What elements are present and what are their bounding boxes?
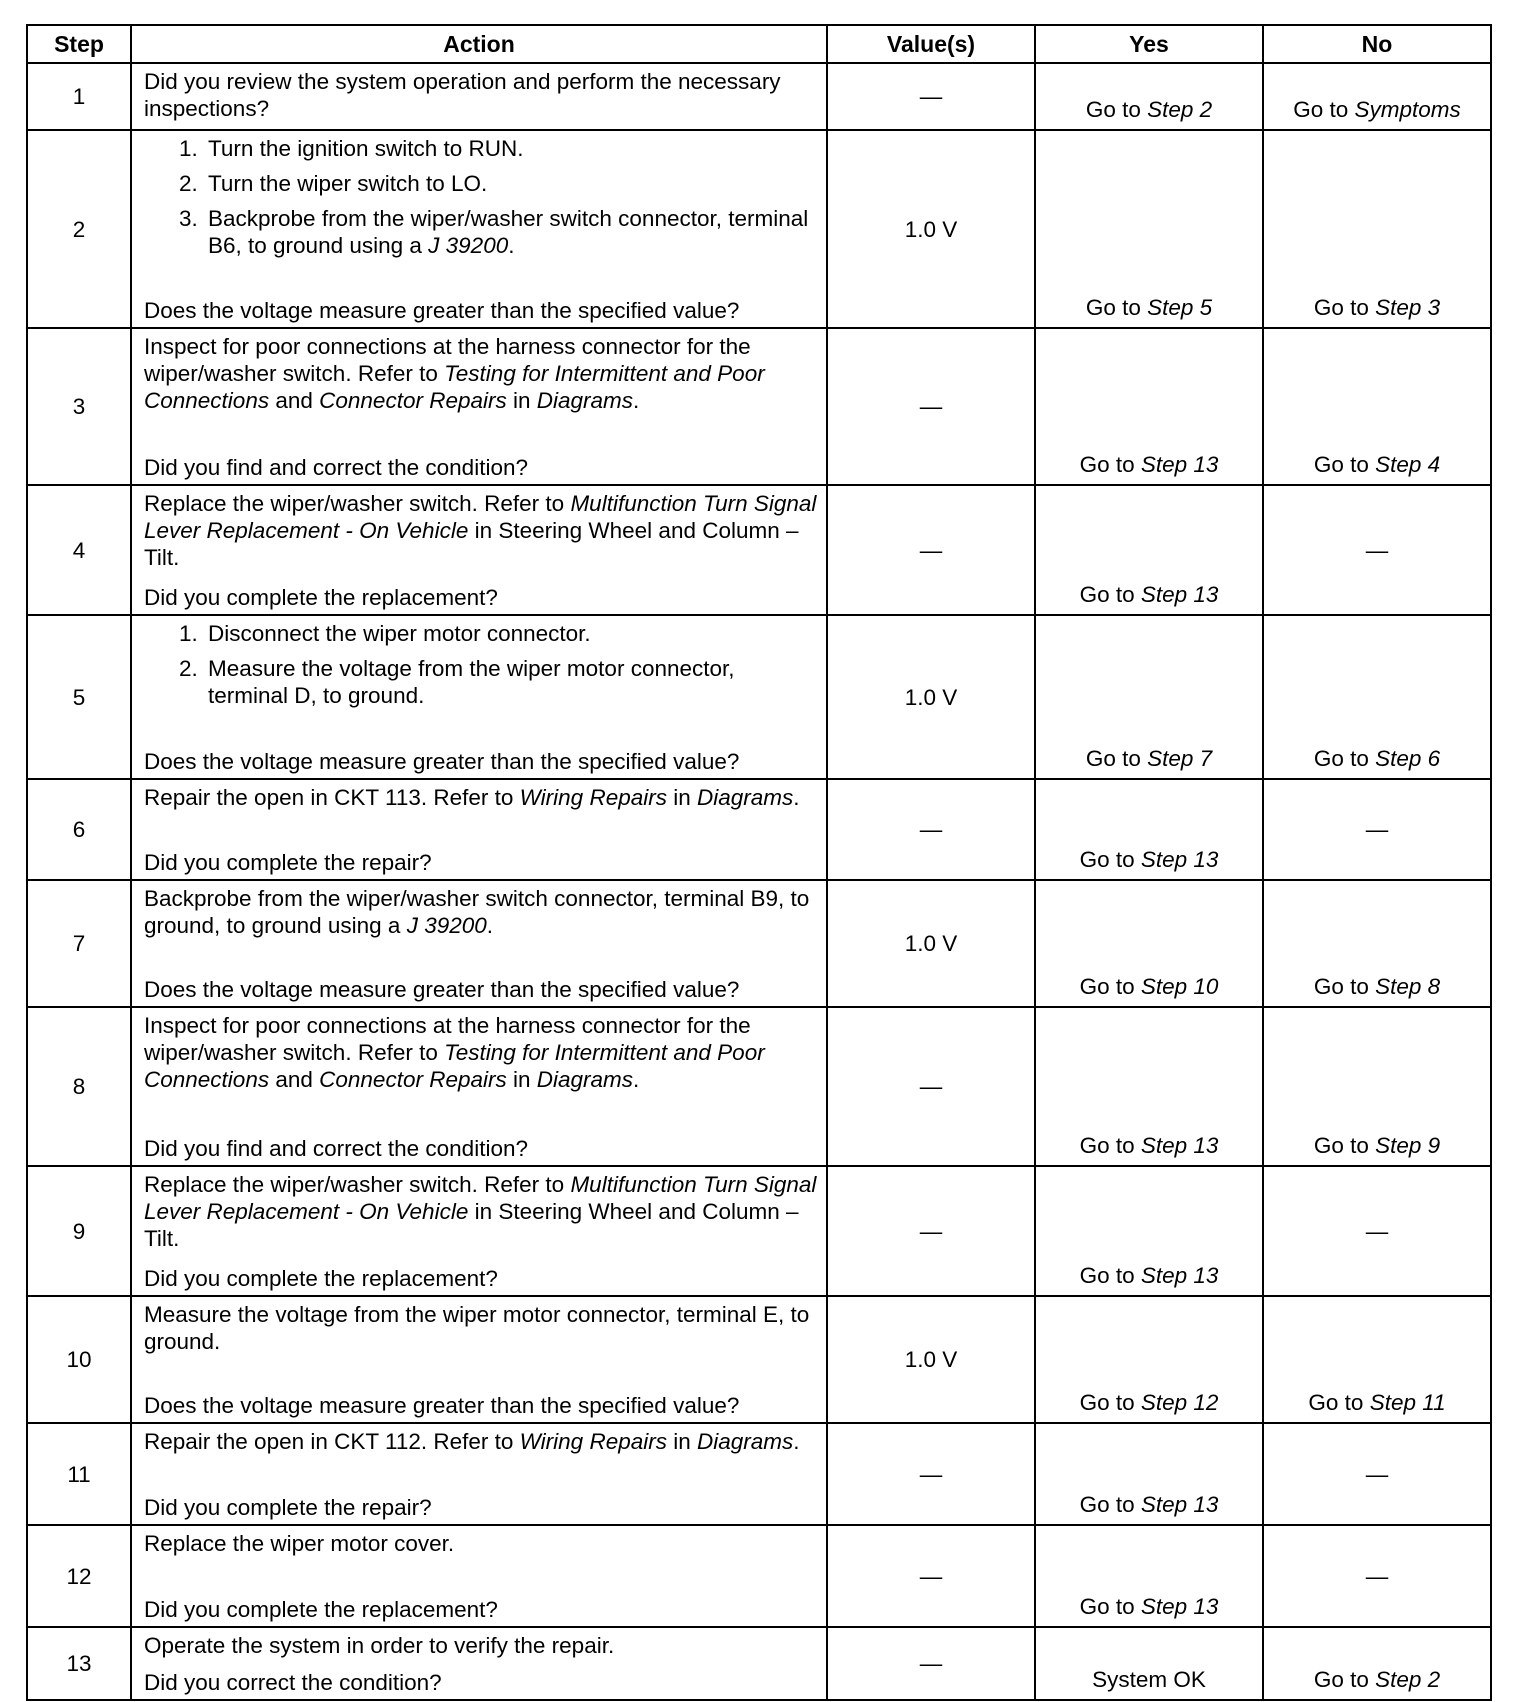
yes-prefix: Go to [1085, 97, 1148, 122]
action-question: Does the voltage measure greater than the specified value? [144, 1393, 740, 1418]
no-step-ref: Step 8 [1375, 974, 1441, 999]
yes-prefix: Go to [1079, 974, 1141, 999]
action-cell [131, 779, 827, 880]
yes-cell [1035, 1296, 1263, 1423]
action-question: Does the voltage measure greater than the specified value? [144, 977, 740, 1002]
action-cell [131, 328, 827, 485]
yes-cell [1035, 779, 1263, 880]
step-number: 4 [27, 485, 131, 615]
value-cell: — [827, 779, 1035, 880]
header-step: Step [27, 25, 131, 63]
value-cell: — [827, 1627, 1035, 1700]
action-text: Operate the system in order to verify the repair. [144, 1633, 615, 1658]
action-cell [131, 1296, 827, 1423]
action-step-item: 1. Disconnect the wiper motor connector. [204, 620, 818, 647]
no-step-ref: Step 9 [1375, 1133, 1441, 1158]
value-cell: — [827, 1423, 1035, 1525]
header-values: Value(s) [827, 25, 1035, 63]
action-question: Did you complete the repair? [144, 850, 432, 875]
value-cell: — [827, 1007, 1035, 1166]
table-row-step-13 [27, 1627, 1491, 1700]
yes-step-ref: Step 2 [1147, 97, 1213, 122]
yes-step-ref: Step 10 [1140, 974, 1219, 999]
yes-prefix: Go to [1079, 1390, 1141, 1415]
yes-step-ref: Step 7 [1147, 746, 1213, 771]
no-step-ref: Step 4 [1375, 452, 1441, 477]
yes-cell [1035, 1423, 1263, 1525]
step-number: 11 [27, 1423, 131, 1525]
step-number: 5 [27, 615, 131, 779]
header-action: Action [131, 25, 827, 63]
action-step-item: 2. Turn the wiper switch to LO. [204, 170, 818, 197]
action-text: Backprobe from the wiper/washer switch connector, terminal B9, to ground, to ground using a J 39200. [144, 886, 810, 938]
no-prefix: Go to [1313, 974, 1376, 999]
table-row-step-2 [27, 130, 1491, 328]
diagnostic-table [26, 24, 1492, 1701]
yes-cell [1035, 1166, 1263, 1296]
yes-step-ref: Step 13 [1140, 1492, 1219, 1517]
no-cell [1263, 63, 1491, 130]
diagnostic-table-page [26, 24, 1490, 1701]
yes-cell: System OK [1035, 1627, 1263, 1700]
yes-step-ref: Step 13 [1140, 847, 1219, 872]
action-cell [131, 130, 827, 328]
yes-step-ref: Step 12 [1140, 1390, 1219, 1415]
value-cell: — [827, 1166, 1035, 1296]
no-step-ref: Step 11 [1369, 1390, 1446, 1415]
yes-cell [1035, 615, 1263, 779]
no-cell [1263, 1627, 1491, 1700]
yes-prefix: Go to [1079, 1133, 1141, 1158]
table-row-step-7 [27, 880, 1491, 1007]
header-row [27, 25, 1491, 63]
table-row-step-6 [27, 779, 1491, 880]
yes-step-ref: Step 13 [1140, 1594, 1219, 1619]
yes-prefix: Go to [1085, 746, 1148, 771]
step-number: 10 [27, 1296, 131, 1423]
no-step-ref: Step 3 [1375, 295, 1441, 320]
yes-cell [1035, 63, 1263, 130]
step-number: 2 [27, 130, 131, 328]
table-row-step-3 [27, 328, 1491, 485]
no-prefix: Go to [1313, 1133, 1376, 1158]
step-number: 8 [27, 1007, 131, 1166]
action-cell [131, 1007, 827, 1166]
step-number: 6 [27, 779, 131, 880]
tool-ref: J 39200 [428, 233, 509, 258]
step-number: 9 [27, 1166, 131, 1296]
no-step-ref: Symptoms [1354, 97, 1461, 122]
yes-step-ref: Step 13 [1140, 1263, 1219, 1288]
action-text: Measure the voltage from the wiper motor connector, terminal E, to ground. [144, 1302, 810, 1354]
no-cell [1263, 1007, 1491, 1166]
action-question: Did you find and correct the condition? [144, 1136, 528, 1161]
action-cell [131, 1627, 827, 1700]
step-number: 3 [27, 328, 131, 485]
no-cell [1263, 1296, 1491, 1423]
table-row-step-1 [27, 63, 1491, 130]
yes-prefix: Go to [1079, 1263, 1141, 1288]
step-number: 7 [27, 880, 131, 1007]
action-step-item: 2. Measure the voltage from the wiper motor connector, terminal D, to ground. [204, 655, 818, 709]
action-steps-list [144, 135, 818, 259]
action-text: Did you review the system operation and perform the necessary inspections? [144, 69, 781, 121]
no-prefix: Go to [1313, 1667, 1376, 1692]
action-text: Replace the wiper/washer switch. Refer to Multifunction Turn Signal Lever Replacement - On Vehicle in Steering Wheel and Column – Tilt. [144, 491, 817, 570]
action-text: Inspect for poor connections at the harness connector for the wiper/washer switch. Refer to Testing for Intermittent and Poor Connections and Connector Repairs in Diagrams. [144, 1013, 765, 1092]
value-cell: — [827, 485, 1035, 615]
action-text: Replace the wiper motor cover. [144, 1531, 455, 1556]
yes-cell [1035, 130, 1263, 328]
table-row-step-9 [27, 1166, 1491, 1296]
table-row-step-11 [27, 1423, 1491, 1525]
action-question: Did you complete the replacement? [144, 585, 498, 610]
no-cell [1263, 328, 1491, 485]
value-cell: 1.0 V [827, 130, 1035, 328]
action-steps-list [144, 620, 818, 709]
no-cell [1263, 615, 1491, 779]
no-prefix: Go to [1313, 746, 1376, 771]
no-prefix: Go to [1313, 452, 1376, 477]
yes-cell [1035, 485, 1263, 615]
tool-ref: J 39200 [406, 913, 487, 938]
action-question: Did you correct the condition? [144, 1670, 442, 1695]
value-cell: 1.0 V [827, 1296, 1035, 1423]
value-cell: — [827, 63, 1035, 130]
step-number: 1 [27, 63, 131, 130]
yes-step-ref: Step 13 [1140, 1133, 1219, 1158]
header-yes: Yes [1035, 25, 1263, 63]
no-prefix: Go to [1313, 295, 1376, 320]
yes-prefix: Go to [1079, 582, 1141, 607]
action-question: Did you complete the replacement? [144, 1597, 498, 1622]
action-cell [131, 880, 827, 1007]
no-step-ref: Step 2 [1375, 1667, 1441, 1692]
no-step-ref: Step 6 [1375, 746, 1441, 771]
action-cell [131, 1423, 827, 1525]
action-question: Did you find and correct the condition? [144, 455, 528, 480]
no-prefix: Go to [1308, 1390, 1370, 1415]
table-row-step-5 [27, 615, 1491, 779]
action-cell [131, 1166, 827, 1296]
action-step-item: 1. Turn the ignition switch to RUN. [204, 135, 818, 162]
no-cell: — [1263, 1423, 1491, 1525]
action-question: Does the voltage measure greater than the specified value? [144, 749, 740, 774]
yes-prefix: Go to [1079, 847, 1141, 872]
action-cell [131, 615, 827, 779]
action-text: Replace the wiper/washer switch. Refer to Multifunction Turn Signal Lever Replacement - On Vehicle in Steering Wheel and Column – Tilt. [144, 1172, 817, 1251]
step-number: 12 [27, 1525, 131, 1627]
no-prefix: Go to [1293, 97, 1355, 122]
table-row-step-10 [27, 1296, 1491, 1423]
action-question: Does the voltage measure greater than the specified value? [144, 298, 740, 323]
table-row-step-8 [27, 1007, 1491, 1166]
yes-cell [1035, 1525, 1263, 1627]
action-cell [131, 485, 827, 615]
step-number: 13 [27, 1627, 131, 1700]
value-cell: — [827, 1525, 1035, 1627]
no-cell: — [1263, 1525, 1491, 1627]
yes-step-ref: Step 5 [1147, 295, 1213, 320]
no-cell: — [1263, 1166, 1491, 1296]
action-question: Did you complete the repair? [144, 1495, 432, 1520]
yes-prefix: Go to [1079, 1492, 1141, 1517]
action-cell [131, 1525, 827, 1627]
yes-prefix: Go to [1085, 295, 1148, 320]
no-cell [1263, 880, 1491, 1007]
header-no: No [1263, 25, 1491, 63]
yes-step-ref: Step 13 [1140, 582, 1219, 607]
table-row-step-12 [27, 1525, 1491, 1627]
no-cell: — [1263, 779, 1491, 880]
value-cell: — [827, 328, 1035, 485]
action-step-item: 3. Backprobe from the wiper/washer switch connector, terminal B6, to ground using a J 39200. [204, 205, 818, 259]
yes-step-ref: Step 13 [1140, 452, 1219, 477]
no-cell [1263, 130, 1491, 328]
yes-prefix: Go to [1079, 1594, 1141, 1619]
yes-cell [1035, 1007, 1263, 1166]
value-cell: 1.0 V [827, 880, 1035, 1007]
action-text: Repair the open in CKT 112. Refer to Wiring Repairs in Diagrams. [144, 1429, 800, 1454]
action-text: Inspect for poor connections at the harness connector for the wiper/washer switch. Refer to Testing for Intermittent and Poor Connections and Connector Repairs in Diagrams. [144, 334, 765, 413]
value-cell: 1.0 V [827, 615, 1035, 779]
yes-prefix: Go to [1079, 452, 1141, 477]
yes-cell [1035, 328, 1263, 485]
action-question: Did you complete the replacement? [144, 1266, 498, 1291]
no-cell: — [1263, 485, 1491, 615]
yes-cell [1035, 880, 1263, 1007]
action-cell [131, 63, 827, 130]
action-text: Repair the open in CKT 113. Refer to Wiring Repairs in Diagrams. [144, 785, 800, 810]
table-row-step-4 [27, 485, 1491, 615]
